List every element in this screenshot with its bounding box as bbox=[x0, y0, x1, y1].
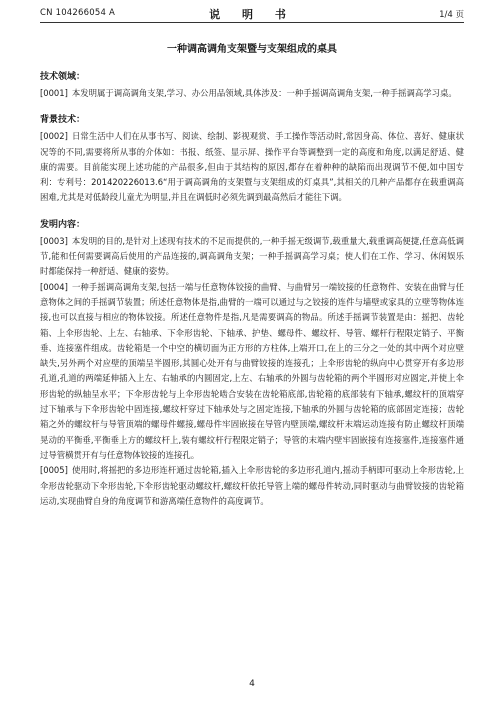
paragraph bbox=[40, 234, 464, 280]
document-body bbox=[40, 58, 464, 509]
page-header bbox=[40, 4, 464, 23]
paragraph-text: 使用时,将摇把的多边形连杆通过齿轮箱,插入上伞形齿轮的多边形孔道内,摇动手柄即可驱动上伞形齿轮,上伞形齿轮驱动下伞形齿轮,下伞形齿轮驱动螺纹杆,螺纹杆依托导管上端的螺母件转动,同时驱动与曲臂铰接的齿轮箱运动,实现曲臂自身的角度调节和游离端任意物件的高度调节。 bbox=[40, 465, 464, 506]
paragraph-text: 本发明属于调高调角支架,学习、办公用品领域,具体涉及：一种手摇调高调角支架,一种手摇调高学习桌。 bbox=[71, 88, 457, 98]
page-number: 4 bbox=[249, 679, 255, 689]
paragraph-number: [0001] bbox=[40, 88, 68, 98]
document-title: 一种调高调角支架暨与支架组成的桌具 bbox=[167, 44, 337, 55]
page-count: 1/4 页 bbox=[439, 10, 464, 20]
section-heading: 技术领域： bbox=[40, 72, 86, 82]
publication-number: CN 104266054 A bbox=[40, 8, 115, 18]
paragraph-number: [0005] bbox=[40, 465, 68, 476]
paragraph bbox=[40, 280, 464, 464]
paragraph bbox=[40, 463, 464, 509]
paragraph-text: 日常生活中人们在从事书写、阅读、绘制、影视观赏、手工操作等活动时,常因身高、体位、喜好、健康状况等的不同,需要将所从事的介体如：书报、纸签、显示屏、操作平台等调整到一定的高度和角度,以满足舒适、健康的需要。目前能实现上述功能的产品很多,但由于其结构的原因,都存在着种种的缺陷而出现调节不便,如中国专利：专利号：201420226013.6“用于调高调角的支架暨与支架组成的灯桌具”,其相关的几种产品都存在载重调高困难,尤其是对低龄段儿童尤为明显,并且在调低时必须先调到最高然后才能往下调。 bbox=[40, 131, 464, 203]
paragraph-text: 本发明的目的,是针对上述现有技术的不足而提供的,一种手摇无级调节,载重量大,载重调高便捷,任意高低调节,能和任何需要调高后使用的产品连接的,调高调角支架；一种手摇调高学习桌；使人们在工作、学习、休闲娱乐时都能保持一种舒适、健康的姿势。 bbox=[40, 235, 464, 277]
paragraph-number: [0002] bbox=[40, 131, 68, 142]
paragraph bbox=[40, 86, 464, 101]
section-heading: 背景技术： bbox=[40, 115, 86, 126]
section-heading: 发明内容： bbox=[40, 219, 86, 230]
paragraph-number: [0003] bbox=[40, 235, 68, 246]
paragraph bbox=[40, 129, 464, 205]
paragraph-text: 一种手摇调高调角支架,包括一端与任意物体铰接的曲臂、与曲臂另一端铰接的任意物件、安装在曲臂与任意物体之间的手摇调节装置；所述任意物体是指,曲臂的一端可以通过与之铰接的连件与墙壁或家具的立壁等物体连接,也可以直接与相应的物体铰接。所述任意物件是指,凡是需要调高的物品。所述手摇调节装置是由：摇把、齿轮箱、上伞形齿轮、上左、右轴承、下伞形齿轮、下轴承、护垫、螺母件、螺纹杆、导管、螺杆行程限定销子、平衡垂、连接塞件组成。齿轮箱是一个中空的横切面为正方形的方柱体,上端开口,在上的三分之一处的其中两个对应壁缺失,另外两个对应壁的顶端呈半圆形,其圆心处开有与曲臂铰接的连接孔；上伞形齿轮的纵向中心贯穿开有多边形孔道,孔道的两端延伸插入上左、右轴承的内圆固定,上左、右轴承的外圆与齿轮箱的两个半圆形对应圆定,并使上伞形齿轮的纵轴呈水平；下伞形齿轮与上伞形齿轮啮合安装在齿轮箱底部,齿轮箱的底部装有下轴承,螺纹杆的顶端穿过下轴承与下伞形齿轮中固连接,螺纹杆穿过下轴承处与之固定连接,下轴承的外圆与齿轮箱的底部固定连接；齿轮箱之外的螺纹杆与导管顶端的螺母件螺接,螺母件牢固嵌接在导管内壁顶端,螺纹杆末端运动连接有防止螺纹杆顶端晃动的平衡垂,平衡垂上方的螺纹杆上,装有螺纹杆行程限定销子；导管的末端内壁牢固嵌接有连接塞件,连接塞件通过导管横贯开有与任意物体铰接的连接孔。 bbox=[40, 281, 464, 460]
document-type: 说 明 书 bbox=[209, 8, 295, 21]
paragraph-number: [0004] bbox=[40, 281, 68, 292]
